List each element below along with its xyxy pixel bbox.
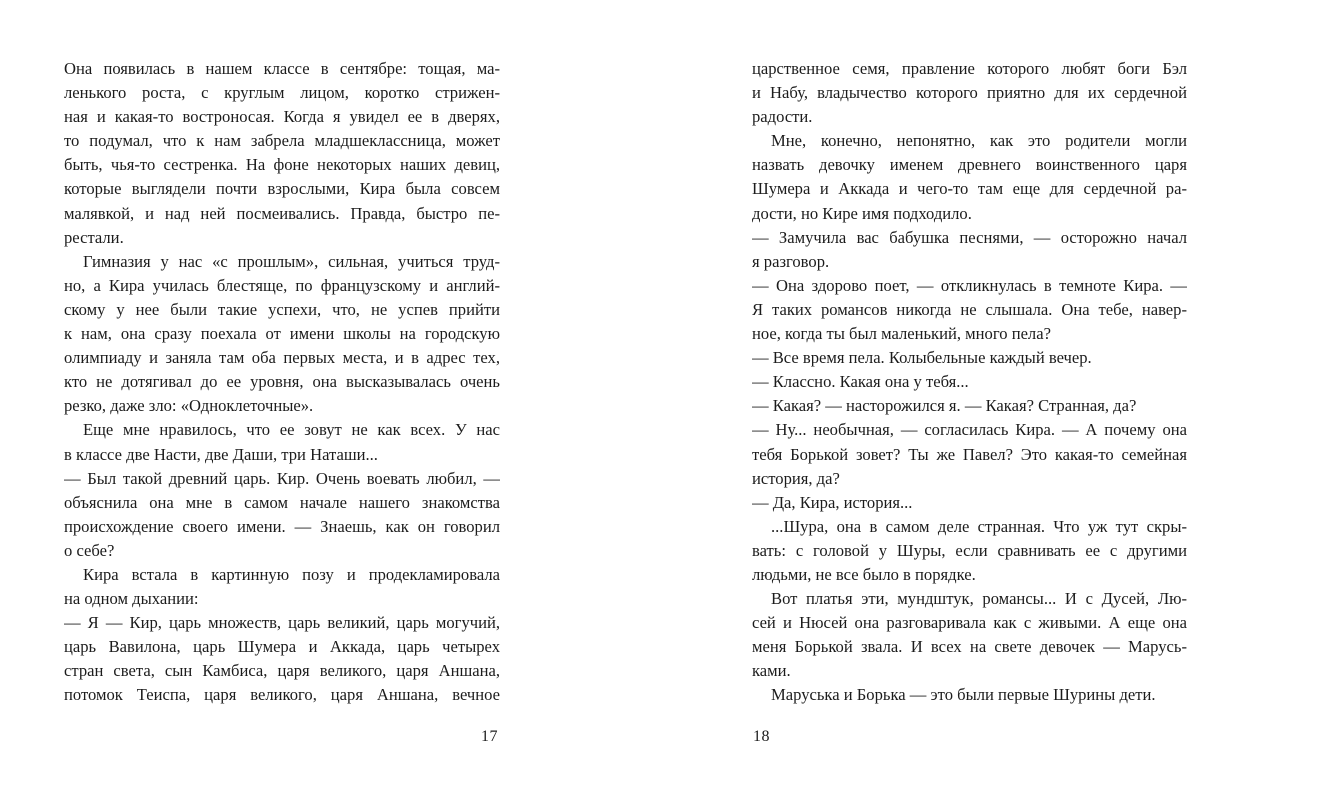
text-line: я разговор. (752, 251, 830, 271)
text-line: и Набу, владычество которого приятно для их сердечной (752, 83, 1187, 103)
text-line: скому у нее были такие успехи, что, не успев прийти (64, 299, 500, 319)
text-line: о себе? (64, 540, 115, 560)
text-line: Гимназия у нас «с прошлым», сильная, учиться труд- (83, 251, 500, 271)
text-line: стран света, сын Камбиса, царя великого, царя Аншана, (64, 661, 500, 681)
text-line: Еще мне нравилось, что ее зовут не как всех. У нас (83, 420, 500, 440)
text-line: царь Вавилона, царь Шумера и Аккада, царь четырех (64, 637, 500, 657)
text-line: к нам, она сразу поехала от имени школы на городскую (64, 324, 500, 344)
text-line: ная и какая-то востроносая. Когда я увидел ее в дверях, (64, 107, 500, 127)
text-line: Она появилась в нашем классе в сентябре: тощая, ма- (64, 59, 500, 78)
text-line: олимпиаду и заняла там оба первых места, и в адрес тех, (64, 348, 500, 368)
text-line: Мне, конечно, непонятно, как это родители могли (771, 131, 1187, 151)
left-page (0, 0, 666, 799)
text-line: вать: с головой у Шуры, если сравнивать ее с другими (752, 540, 1187, 560)
text-line: — Да, Кира, история... (752, 492, 913, 512)
text-line: история, да? (752, 468, 840, 488)
right-page (667, 0, 1333, 799)
text-line: — Все время пела. Колыбельные каждый вечер. (752, 348, 1092, 368)
right-page-text (752, 57, 1187, 708)
text-line: Вот платья эти, мундштук, романсы... И с Дусей, Лю- (771, 589, 1187, 609)
text-line: — Она здорово поет, — откликнулась в темноте Кира. — (752, 275, 1187, 295)
text-line: но, а Кира училась блестяще, по французскому и англий- (64, 275, 500, 295)
text-line: — Ну... необычная, — согласилась Кира. — А почему она (752, 420, 1187, 440)
page-number-left: 17 (481, 728, 498, 745)
text-line: радости. (752, 107, 813, 127)
text-line: — Был такой древний царь. Кир. Очень воевать любил, — (64, 468, 500, 488)
text-line: — Какая? — насторожился я. — Какая? Странная, да? (752, 396, 1137, 416)
text-line: Я таких романсов никогда не слышала. Она тебе, навер- (752, 299, 1187, 319)
page-number-right: 18 (753, 728, 770, 745)
text-line: тебя Борькой зовет? Ты же Павел? Это какая-то семейная (752, 444, 1187, 464)
text-line: малявкой, и над ней посмеивались. Правда, быстро пе- (64, 203, 500, 223)
text-line: — Я — Кир, царь множеств, царь великий, царь могучий, (64, 613, 500, 633)
text-line: дости, но Кире имя подходило. (752, 203, 972, 223)
text-line: происхождение своего имени. — Знаешь, как он говорил (64, 516, 500, 536)
text-line: сей и Нюсей она разговаривала как с живыми. А еще она (752, 613, 1187, 633)
text-line: меня Борькой звала. И всех на свете девочек — Марусь- (752, 637, 1187, 657)
text-line: ное, когда ты был маленький, много пела? (752, 324, 1051, 344)
text-line: Шумера и Аккада и чего-то там еще для сердечной ра- (752, 179, 1187, 199)
text-line: царственное семя, правление которого любят боги Бэл (752, 59, 1187, 78)
text-line: ...Шура, она в самом деле странная. Что уж тут скры- (771, 516, 1187, 536)
text-line: назвать девочку именем древнего воинственного царя (752, 155, 1187, 175)
text-line: резко, даже зло: «Одноклеточные». (64, 396, 314, 416)
text-line: Кира встала в картинную позу и продекламировала (83, 564, 500, 584)
text-line: на одном дыхании: (64, 589, 199, 609)
text-line: ками. (752, 661, 791, 681)
text-line: — Замучила вас бабушка песнями, — осторожно начал (752, 227, 1187, 247)
text-line: в классе две Насти, две Даши, три Наташи... (64, 444, 378, 464)
left-page-text (64, 57, 500, 708)
text-line: кто не дотягивал до ее уровня, она высказывалась очень (64, 372, 500, 392)
text-line: объяснила она мне в самом начале нашего знакомства (64, 492, 500, 512)
text-line: потомок Теиспа, царя великого, царя Аншана, вечное (64, 685, 500, 705)
text-line: ленького роста, с круглым лицом, коротко стрижен- (64, 83, 500, 103)
text-line: людьми, не все было в порядке. (752, 564, 976, 584)
text-line: то подумал, что к нам забрела младшеклассница, может (64, 131, 500, 151)
text-line: Маруська и Борька — это были первые Шурины дети. (771, 685, 1156, 705)
text-line: рестали. (64, 227, 124, 247)
text-line: — Классно. Какая она у тебя... (752, 372, 969, 392)
text-line: которые выглядели почти взрослыми, Кира была совсем (64, 179, 500, 199)
text-line: быть, чья-то сестренка. На фоне некоторых наших девиц, (64, 155, 500, 175)
